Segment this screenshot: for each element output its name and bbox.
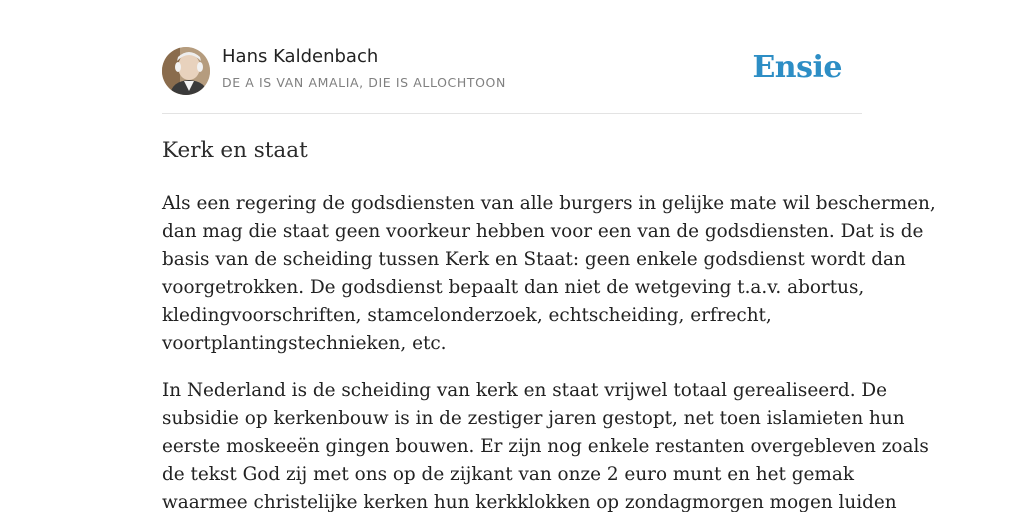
paragraph-line: eerste moskeeën gingen bouwen. Er zijn nog enkele restanten overgebleven zoals <box>162 436 929 457</box>
article-title: Kerk en staat <box>162 138 308 163</box>
paragraph-line: Als een regering de godsdiensten van alle burgers in gelijke mate wil beschermen, <box>162 193 936 214</box>
paragraph-line: de tekst God zij met ons op de zijkant van onze 2 euro munt en het gemak <box>162 464 854 485</box>
article-paragraph <box>162 377 929 512</box>
avatar-portrait-icon <box>162 47 210 95</box>
ensie-logo[interactable]: Ensie <box>752 50 842 85</box>
paragraph-line: basis van de scheiding tussen Kerk en Staat: geen enkele godsdienst wordt dan <box>162 249 906 270</box>
header-divider <box>162 113 862 114</box>
author-tagline: DE A IS VAN AMALIA, DIE IS ALLOCHTOON <box>222 75 506 90</box>
paragraph-line: dan mag die staat geen voorkeur hebben voor een van de godsdiensten. Dat is de <box>162 221 924 242</box>
author-avatar[interactable] <box>162 47 210 95</box>
paragraph-line: voorgetrokken. De godsdienst bepaalt dan niet de wetgeving t.a.v. abortus, <box>162 277 865 298</box>
paragraph-line: voortplantingstechnieken, etc. <box>162 333 447 354</box>
author-header <box>162 46 862 96</box>
paragraph-line: kledingvoorschriften, stamcelonderzoek, echtscheiding, erfrecht, <box>162 305 772 326</box>
paragraph-line: In Nederland is de scheiding van kerk en staat vrijwel totaal gerealiseerd. De <box>162 380 888 401</box>
article-paragraph <box>162 190 936 358</box>
paragraph-line: subsidie op kerkenbouw is in de zestiger jaren gestopt, net toen islamieten hun <box>162 408 905 429</box>
author-name[interactable]: Hans Kaldenbach <box>222 46 379 67</box>
paragraph-line: waarmee christelijke kerken hun kerkklokken op zondagmorgen mogen luiden <box>162 492 897 512</box>
article-body <box>162 190 936 512</box>
